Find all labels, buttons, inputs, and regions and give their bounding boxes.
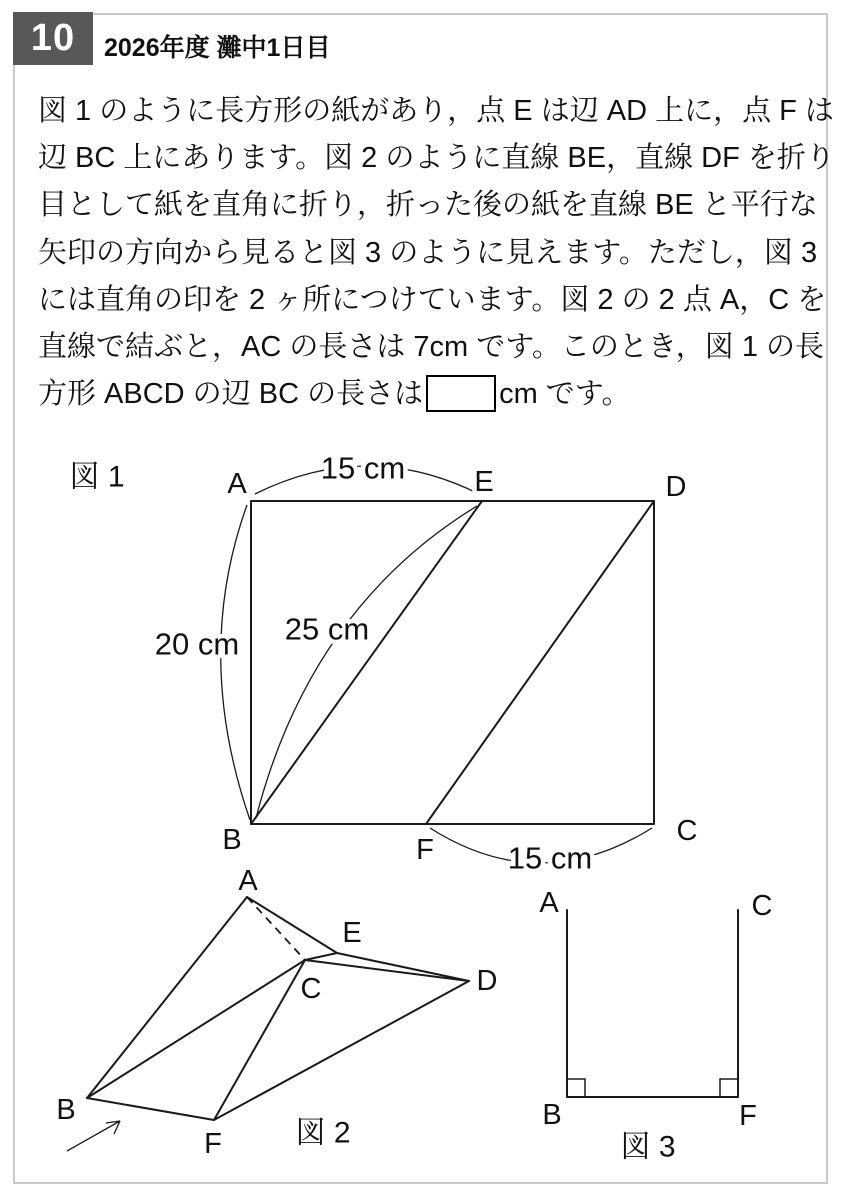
figure-3 xyxy=(539,887,772,1164)
fig1-fold-line-be xyxy=(251,501,482,824)
fig1-rectangle-abcd xyxy=(251,501,654,824)
fig1-dim-fc: 15 cm xyxy=(507,840,593,876)
fig1-label-c: C xyxy=(676,815,698,847)
fig1-label-e: E xyxy=(474,466,494,498)
fig3-label-c: C xyxy=(751,890,773,922)
fig3-label-a: A xyxy=(539,887,559,919)
fig3-label-b: B xyxy=(542,1099,562,1131)
figure-1 xyxy=(69,451,697,876)
problem-line-2: 辺 BC 上にあります。図 2 のように直線 BE，直線 DF を折り xyxy=(38,142,835,175)
fig1-fold-line-df xyxy=(426,501,654,824)
fig2-edge-ae xyxy=(247,897,337,953)
fig3-label-f: F xyxy=(739,1100,757,1132)
fig1-arc-ab xyxy=(221,505,250,820)
question-number: 10 xyxy=(30,17,76,59)
fig2-caption: 図 2 xyxy=(295,1116,351,1150)
problem-line-1: 図 1 のように長方形の紙があり，点 E は辺 AD 上に，点 F は xyxy=(38,95,834,127)
fig3-u-shape xyxy=(567,910,738,1097)
fig1-dim-be: 25 cm xyxy=(284,611,370,647)
figure-2 xyxy=(56,865,497,1160)
fig2-label-f: F xyxy=(204,1128,222,1160)
fig2-edge-ab xyxy=(87,897,247,1098)
fig2-label-a: A xyxy=(238,865,258,897)
fig2-label-c: C xyxy=(300,973,322,1005)
fig2-label-d: D xyxy=(476,965,498,997)
fig2-label-b: B xyxy=(56,1094,76,1126)
fig3-right-angle-mark-b xyxy=(567,1079,585,1097)
fig2-edge-bf xyxy=(87,1098,214,1120)
fig1-label-b: B xyxy=(222,824,242,856)
answer-text-before: 方形 ABCD の辺 BC の長さは xyxy=(38,378,424,411)
fig1-dim-ae: 15 cm xyxy=(320,450,406,486)
problem-line-4: 矢印の方向から見ると図 3 のように見えます。ただし，図 3 xyxy=(38,236,818,269)
fig2-label-e: E xyxy=(342,917,362,949)
fig3-right-angle-mark-f xyxy=(720,1079,738,1097)
page-title: 2026年度 灘中1日目 xyxy=(104,34,331,62)
fig2-edge-ce xyxy=(305,953,337,960)
problem-line-5: には直角の印を 2 ヶ所につけています。図 2 の 2 点 A，C を xyxy=(38,283,827,316)
fig1-caption: 図 1 xyxy=(69,460,125,494)
fig1-label-a: A xyxy=(227,468,247,500)
fig2-edge-fd xyxy=(214,981,469,1120)
fig1-label-f: F xyxy=(416,834,434,866)
problem-line-6: 直線で結ぶと，AC の長さは 7cm です。このとき，図 1 の長 xyxy=(38,331,825,364)
fig1-label-d: D xyxy=(665,471,687,503)
fig3-caption: 図 3 xyxy=(620,1130,676,1164)
fig1-dim-ab: 20 cm xyxy=(154,626,240,662)
problem-line-3: 目として紙を直角に折り，折った後の紙を直線 BE と平行な xyxy=(38,189,818,222)
answer-text-after: cm です。 xyxy=(499,378,631,411)
fig2-edge-bc xyxy=(87,960,305,1098)
